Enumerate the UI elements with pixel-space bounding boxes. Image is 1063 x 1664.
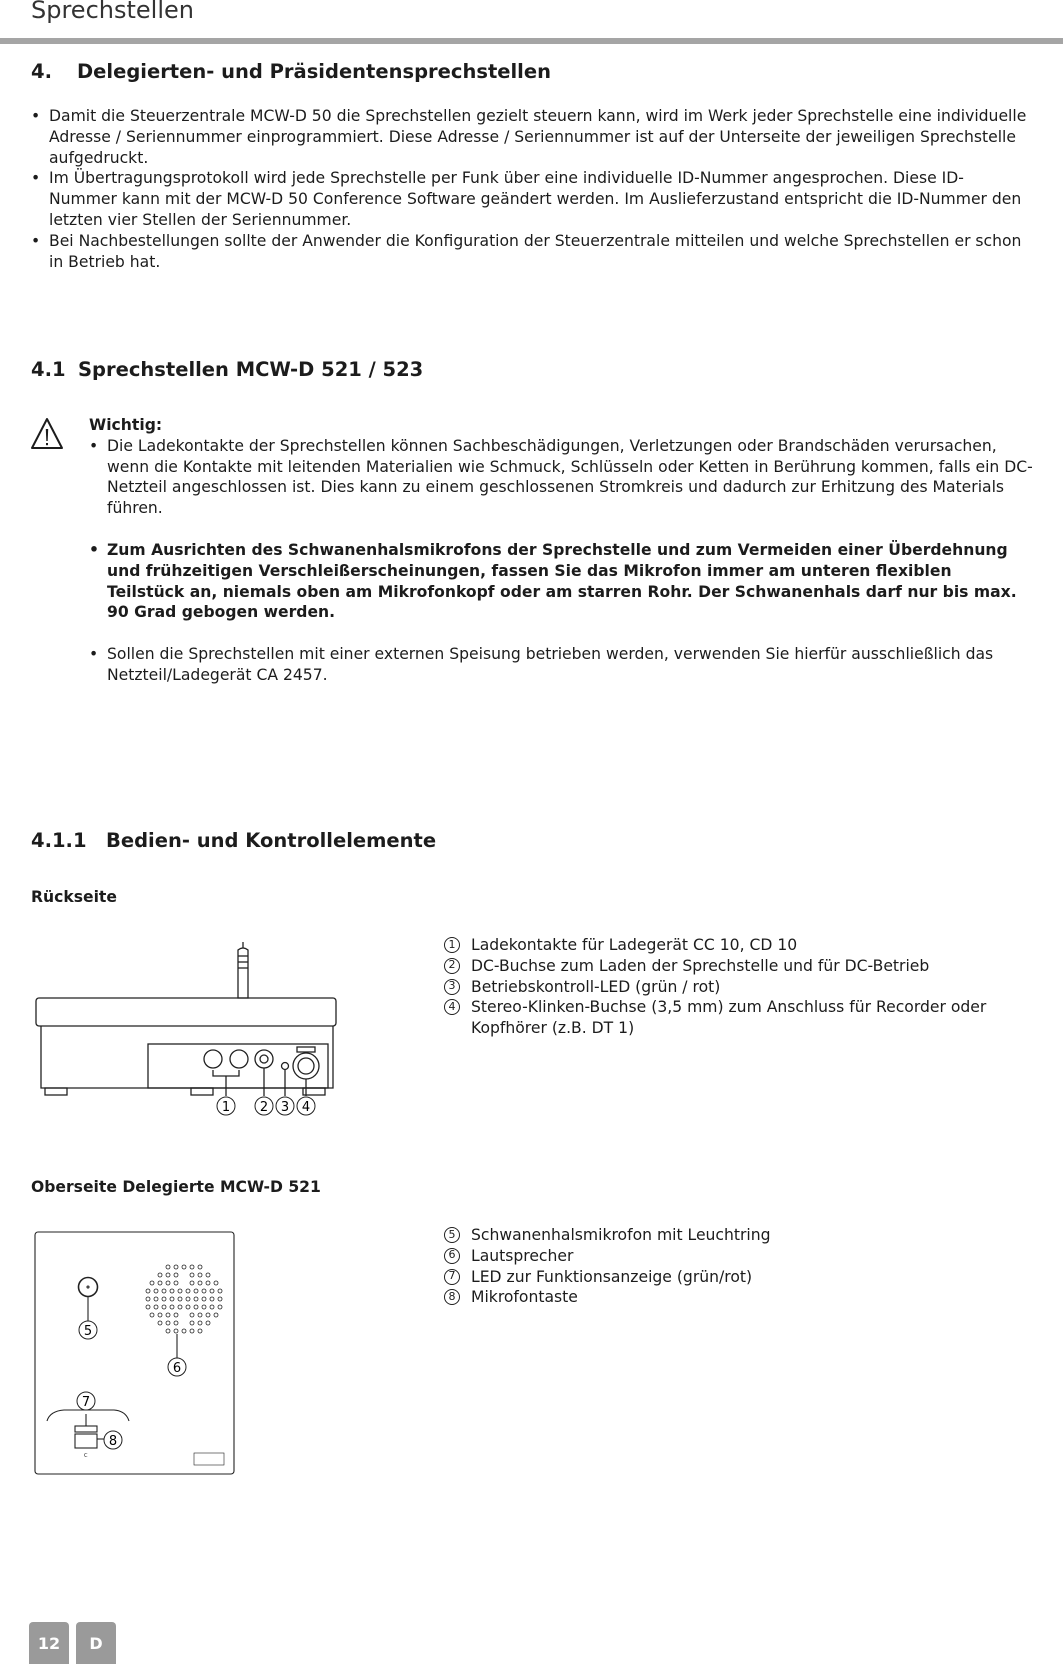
svg-text:8: 8 — [108, 1434, 118, 1449]
list-item: • Im Übertragungsprotokoll wird jede Sprechstelle per Funk über eine individuelle ID-Nummer angesprochen. Diese ID-Nummer kann mit der MCW-D 50 Conference Software geändert werden. Im Auslieferzustand entspricht die ID-Nummer den letzten vier Stellen der Seriennummer. — [31, 168, 1031, 230]
legend-item — [444, 1246, 1004, 1267]
callout-number: 5 — [444, 1227, 460, 1243]
svg-text:7: 7 — [81, 1395, 91, 1410]
section-number: 4.1.1 — [31, 829, 87, 852]
intro-text — [31, 106, 1031, 272]
legend-item — [444, 977, 1004, 998]
legend-item — [444, 1225, 1004, 1246]
svg-text:1: 1 — [221, 1100, 231, 1115]
language-badge: D — [76, 1622, 116, 1664]
list-item: • Zum Ausrichten des Schwanenhalsmikrofons der Sprechstelle und zum Vermeiden einer Überdehnung und frühzeitigen Verschleißerscheinungen, fassen Sie das Mikrofon immer am unteren flexiblen Teilstück an, niemals oben am Mikrofonkopf oder am starren Rohr. Der Schwanenhals darf nur bis max. 90 Grad gebogen werden. — [89, 540, 1034, 623]
callout-number: 4 — [444, 999, 460, 1015]
page-number: 12 — [29, 1622, 69, 1664]
callout-number: 6 — [444, 1248, 460, 1264]
svg-text:5: 5 — [83, 1324, 93, 1339]
running-header: Sprechstellen — [31, 0, 194, 24]
callout-number: 1 — [444, 937, 460, 953]
legend-text: Mikrofontaste — [471, 1288, 578, 1307]
top-view-figure — [34, 1231, 236, 1476]
callout-number: 3 — [444, 979, 460, 995]
top-legend — [444, 1225, 1004, 1308]
warning-label: Wichtig: — [89, 416, 163, 434]
top-view-heading: Oberseite Delegierte MCW-D 521 — [31, 1178, 321, 1196]
svg-text:6: 6 — [172, 1361, 182, 1376]
legend-item — [444, 1287, 1004, 1308]
list-item: • Die Ladekontakte der Sprechstellen können Sachbeschädigungen, Verletzungen oder Brandschäden verursachen, wenn die Kontakte mit leitenden Materialien wie Schmuck, Schlüsseln oder Ketten in Berührung kommen, falls ein DC-Netzteil angeschlossen ist. Dies kann zu einem geschlossenen Stromkreis und dadurch zur Erhitzung des Materials führen. — [89, 436, 1034, 519]
svg-text:C: C — [84, 1453, 88, 1459]
legend-item — [444, 956, 1004, 977]
header-rule — [0, 38, 1063, 44]
svg-text:4: 4 — [301, 1100, 311, 1115]
section-4-1-1-heading — [31, 829, 436, 852]
legend-item — [444, 935, 1004, 956]
warning-block — [89, 415, 1034, 707]
rear-view-figure — [33, 940, 343, 1120]
rear-callouts — [217, 1097, 315, 1115]
section-title: Sprechstellen MCW-D 521 / 523 — [78, 358, 424, 381]
legend-text: Betriebskontroll-LED (grün / rot) — [471, 977, 721, 996]
section-title: Delegierten- und Präsidentensprechstellen — [77, 60, 551, 83]
section-number: 4.1 — [31, 358, 66, 381]
legend-text: LED zur Funktionsanzeige (grün/rot) — [471, 1267, 753, 1286]
legend-item — [444, 1267, 1004, 1288]
callout-number: 8 — [444, 1289, 460, 1305]
list-item: • Sollen die Sprechstellen mit einer externen Speisung betrieben werden, verwenden Sie hierfür ausschließlich das Netzteil/Ladegerät CA 2457. — [89, 644, 1034, 686]
legend-text: Lautsprecher — [471, 1246, 574, 1265]
rear-heading: Rückseite — [31, 888, 117, 906]
callout-number: 2 — [444, 958, 460, 974]
legend-text: Ladekontakte für Ladegerät CC 10, CD 10 — [471, 936, 798, 954]
legend-text: Schwanenhalsmikrofon mit Leuchtring — [471, 1226, 771, 1244]
legend-item — [444, 997, 1004, 1039]
section-title: Bedien- und Kontrollelemente — [106, 829, 437, 852]
warning-icon — [30, 417, 64, 451]
section-4-heading — [31, 60, 551, 83]
section-4-1-heading — [31, 358, 423, 381]
svg-text:3: 3 — [280, 1100, 290, 1115]
list-item: • Damit die Steuerzentrale MCW-D 50 die Sprechstellen gezielt steuern kann, wird im Werk jeder Sprechstelle eine individuelle Adresse / Seriennummer einprogrammiert. Diese Adresse / Seriennummer ist auf der Unterseite der jeweiligen Sprechstelle aufgedruckt. — [31, 106, 1031, 168]
rear-legend — [444, 935, 1004, 1039]
legend-text: Stereo-Klinken-Buchse (3,5 mm) zum Anschluss für Recorder oder Kopfhörer (z.B. DT 1) — [471, 998, 987, 1038]
list-item: • Bei Nachbestellungen sollte der Anwender die Konfiguration der Steuerzentrale mitteilen und welche Sprechstellen er schon in Betrieb hat. — [31, 231, 1031, 273]
callout-number: 7 — [444, 1269, 460, 1285]
legend-text: DC-Buchse zum Laden der Sprechstelle und für DC-Betrieb — [471, 956, 930, 975]
section-number: 4. — [31, 60, 52, 83]
svg-text:2: 2 — [259, 1100, 269, 1115]
